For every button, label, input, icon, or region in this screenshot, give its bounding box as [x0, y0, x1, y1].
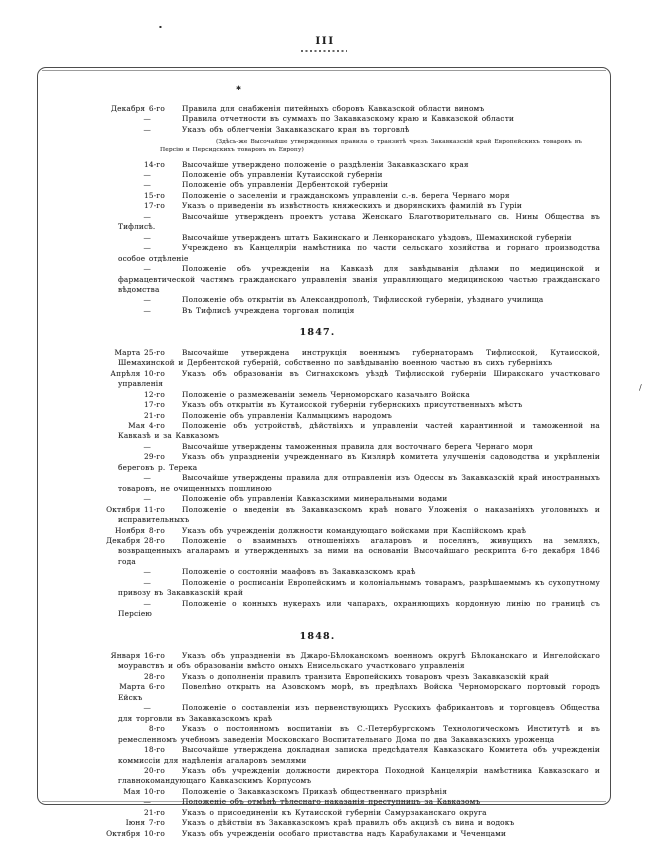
toc-entry: [89, 233, 600, 243]
entry-text: Указъ о дополненіи правилъ транзита Европейскихъ товаровъ чрезъ Закавказскій край: [182, 671, 550, 681]
entry-text: Правила отчетности въ суммахъ по Закавказскому краю и Кавказской области: [182, 114, 515, 124]
toc-entry: [89, 180, 600, 190]
entry-date: Іюня 7-го: [125, 818, 165, 828]
toc-entry: [89, 672, 600, 682]
entry-date: —: [143, 124, 151, 134]
ink-speck: ▪: [159, 24, 162, 29]
entry-text: Указъ объ упраздненіи учрежденнаго въ Кизлярѣ комитета улучшенія садоводства и укрѣпленіи береговъ р. Терека: [118, 452, 600, 472]
entry-text: Высочайше утверждены таможенныя правила для восточнаго берега Чернаго моря: [182, 441, 533, 451]
toc-entry: [89, 578, 600, 599]
entry-text: Повелѣно открыть на Азовскомъ морѣ, въ предѣлахъ Войска Черноморскаго портовый городъ Ейскъ: [118, 682, 600, 702]
entry-date: 28-го: [144, 671, 165, 681]
toc-entry: [89, 369, 600, 390]
toc-entry: [89, 473, 600, 494]
toc-entry: [89, 243, 600, 264]
entry-text: Положеніе о взаимныхъ отношеніяхъ агаларовъ и поселянъ, живущихъ на земляхъ, возвращенныхъ агаларамъ и утвержденныхъ за ними на основаніи Высочайшаго рескрипта 6-го декабря 1846 года: [118, 535, 600, 566]
entry-date: —: [143, 567, 151, 577]
entry-text: Указъ о постоянномъ воспитаніи въ С.-Петербургскомъ Технологическомъ Институтѣ и въ ремесленномъ учебномъ заведеніи Московскаго Воспитательнаго Дома по два Закавказскихъ уроженца: [118, 724, 600, 744]
entry-date: —: [143, 114, 151, 124]
entry-text: Положеніе объ управленіи Кутаисской губерніи: [182, 170, 383, 179]
entry-date: 12-го: [144, 389, 165, 399]
toc-entry: [89, 494, 600, 504]
entry-text: Указъ объ открытіи въ Кутаисской губерніи губернскихъ присутственныхъ мѣстъ: [182, 400, 523, 410]
entry-date: —: [143, 441, 151, 451]
entry-text: Указъ объ упраздненіи въ Джаро-Бѣлоканскомъ военномъ округѣ Бѣлоканскаго и Ингелойскаго моуравствъ и объ образованіи вмѣсто оныхъ Енисельскаго участковаго управленія: [118, 651, 600, 671]
toc-entry: [89, 442, 600, 452]
toc-entry: [89, 452, 600, 473]
entry-date: Марта 6-го: [119, 682, 165, 692]
entry-date: —: [143, 577, 151, 587]
toc-entry: [89, 295, 600, 305]
entry-date: Декабря 28-го: [106, 535, 165, 545]
toc-entry: [89, 536, 600, 567]
entry-text: Положеніе о размежеваніи земель Черноморскаго казачьяго Войска: [182, 389, 470, 399]
entry-date: Октября 11-го: [106, 504, 165, 514]
entry-text: Положеніе объ управленіи Дербентской губерніи: [182, 180, 389, 190]
entry-date: 15-го: [144, 190, 165, 200]
entry-date: 17-го: [144, 400, 165, 410]
entry-date: 21-го: [144, 410, 165, 420]
entry-text: Положеніе о заселеніи и гражданскомъ управленіи с.-в. берега Чернаго моря: [182, 190, 510, 200]
toc-entry: [89, 170, 600, 180]
entry-text: Положеніе объ устройствѣ, дѣйствіяхъ и управленіи частей карантинной и таможенной на Кавказѣ и за Кавказомъ: [118, 420, 600, 441]
toc-entry: [89, 201, 600, 211]
entry-date: —: [143, 232, 151, 242]
entry-date: Октября 10-го: [106, 828, 165, 838]
toc-entry: [89, 703, 600, 724]
entry-text: Высочайше утверждена инструкція военнымъ губернаторамъ Тифлисской, Кутаисской, Шемахинской и Дербентской губерній, собственно по завѣдыванію военною частью въ сихъ губерніяхъ: [118, 347, 600, 368]
entry-text: Высочайше утверждена докладная записка предсѣдателя Кавказскаго Комитета объ учрежденіи коммиссіи для надѣленія агаларовъ землями: [118, 745, 600, 765]
entry-date: —: [143, 598, 151, 608]
entry-date: 17-го: [144, 201, 165, 211]
entry-text: Указъ о дѣйствіи въ Закавказскомъ краѣ правилъ объ акцизѣ съ вина и водокъ: [182, 818, 515, 828]
toc-entry: [89, 797, 600, 807]
toc-entry: [89, 682, 600, 703]
transit-note: (Здѣсь-же Высочайше утвержденныя правила о транзитѣ чрезъ Закавказскій край Европейскихъ товаровъ въ Персію и Персидскихъ товаровъ въ Европу): [160, 139, 582, 154]
toc-entry: [89, 306, 600, 316]
toc-entry: [89, 411, 600, 421]
toc-entry: [89, 114, 600, 124]
entry-text: Высочайше утвержденъ штатъ Бакинскаго и Ленкоранскаго уѣздовъ, Шемахинской губерніи: [182, 232, 572, 242]
toc-entry: [89, 191, 600, 201]
toc-entry: [89, 787, 600, 797]
entry-text: Высочайше утверждены правила для отправленія изъ Одессы въ Закавказскій край иностранныхъ товаровъ, не очищенныхъ пошлиною: [118, 473, 600, 493]
entry-date: Ноября 8-го: [114, 525, 165, 535]
page-border-inner-line-top: [42, 70, 606, 71]
entry-text: Положеніе о конныхъ нукерахъ или чапарахъ, охраняющихъ кордонную линію по границѣ съ Персіею: [118, 598, 600, 619]
entry-text: Положеніе о росписаніи Европейскимъ и колоніальнымъ товарамъ, разрѣшаемымъ къ сухопутному привозу въ Закавказскій край: [118, 577, 600, 598]
toc-entry: [89, 745, 600, 766]
toc-entry: [89, 348, 600, 369]
pencil-tick: ∕: [639, 383, 642, 392]
toc-entry: [89, 104, 600, 114]
entry-text: Указъ объ учрежденіи должности командующаго войсками при Каспійскомъ краѣ: [182, 525, 527, 535]
entry-text: Правила для снабженія питейныхъ сборовъ Кавказской области виномъ: [182, 104, 485, 113]
entry-text: Указъ объ образованіи въ Сигнахскомъ уѣздѣ Тифлисской губерніи Ширакскаго участковаго управленія: [118, 368, 600, 389]
entry-text: Положеніе о введеніи въ Закавказскомъ краѣ новаго Уложенія о наказаніяхъ уголовныхъ и исправительныхъ: [118, 504, 600, 525]
year-heading: 1847.: [299, 327, 336, 339]
toc-entry: [89, 212, 600, 233]
entry-text: Положеніе объ отмѣнѣ тѣлеснаго наказанія преступницъ за Кавказомъ: [182, 797, 481, 807]
entry-date: —: [143, 295, 151, 305]
toc-entry: [89, 421, 600, 442]
entry-text: Указъ объ учрежденіи особаго приставства надъ Карабулаками и Чеченцами: [182, 828, 507, 838]
entry-text: Указъ объ учрежденіи должности директора Походной Канцеляріи намѣстника Кавказскаго и главнокомандующаго Кавказскимъ Корпусомъ: [118, 766, 600, 786]
entry-text: Положеніе о Закавказскомъ Приказѣ общественнаго призрѣнія: [182, 786, 448, 796]
toc-entry: [89, 599, 600, 620]
entry-date: —: [143, 473, 151, 483]
entry-text: Учреждено въ Канцеляріи намѣстника по части сельскаго хозяйства и горнаго производства особое отдѣленіе: [118, 243, 600, 263]
toc-entry: [89, 264, 600, 295]
entry-date: Мая 10-го: [123, 786, 165, 796]
entry-date: —: [143, 211, 151, 221]
page-number-underline: [301, 50, 347, 52]
toc-entry: [89, 808, 600, 818]
entry-date: —: [143, 305, 151, 315]
year-heading: 1848.: [299, 630, 336, 642]
entry-date: Марта 25-го: [114, 347, 165, 357]
toc-entry: [89, 160, 600, 170]
toc-entry: [89, 829, 600, 839]
entry-date: 14-го: [144, 159, 165, 169]
ink-asterisk: ✱: [236, 85, 242, 92]
entry-date: —: [143, 243, 151, 253]
entry-date: —: [143, 797, 151, 807]
entry-date: 18-го: [144, 745, 165, 755]
entry-date: —: [143, 180, 151, 190]
entry-date: Апрѣля 10-го: [110, 368, 165, 378]
entry-text: Положеніе о состояніи маафовъ въ Закавказскомъ краѣ: [182, 567, 416, 577]
toc-entry: [89, 390, 600, 400]
entry-date: 20-го: [144, 766, 165, 776]
entry-date: 29-го: [144, 452, 165, 462]
toc-entry: [89, 818, 600, 828]
entry-text: Высочайше утверждено положеніе о раздѣленіи Закавказскаго края: [182, 159, 469, 169]
entry-date: —: [143, 494, 151, 504]
entry-text: Положеніе объ учрежденіи на Кавказѣ для завѣдыванія дѣлами по медицинской и фармацевтической частямъ гражданскаго управленія званія управляющаго медицинскою частью гражданскаго вѣдомства: [118, 264, 600, 294]
entry-text: Положеніе объ управленіи Калмыцкимъ народомъ: [182, 410, 392, 420]
entry-date: 8-го: [148, 724, 165, 734]
entry-text: Указъ о присоединеніи къ Кутаисской губерніи Самурзаканскаго округа: [182, 807, 487, 817]
toc-entry: [89, 567, 600, 577]
toc-entry: [89, 724, 600, 745]
toc-entry: [89, 125, 600, 135]
entry-date: Мая 4-го: [128, 420, 165, 430]
entry-text: Высочайше утвержденъ проектъ устава Женскаго Благотворительнаго св. Нины Общества въ Тифлисѣ.: [118, 211, 600, 232]
toc-entry: [89, 400, 600, 410]
toc-entry: [89, 766, 600, 787]
entry-date: —: [143, 264, 151, 274]
entry-date: Января 16-го: [110, 651, 165, 661]
toc-entry: [89, 505, 600, 526]
entry-date: —: [143, 170, 151, 179]
entry-text: Въ Тифлисѣ учреждена торговая полиція: [182, 305, 355, 315]
entry-text: Положеніе объ открытіи въ Александрополѣ, Тифлисской губерніи, уѣзднаго училища: [182, 295, 544, 305]
entry-date: —: [143, 703, 151, 713]
entry-date: 21-го: [144, 807, 165, 817]
toc: [89, 104, 600, 839]
entry-date: Декабря 6-го: [110, 104, 165, 113]
toc-entry: [89, 651, 600, 672]
entry-text: Положеніе о составленіи изъ первенствующихъ Русскихъ фабрикантовъ и торговцевъ Общества для торговли въ Закавказскомъ краѣ: [118, 703, 600, 723]
page-number: III: [315, 35, 335, 47]
toc-entry: [89, 526, 600, 536]
entry-text: Указъ о приведеніи въ извѣстность княжескихъ и дворянскихъ фамилій въ Гуріи: [182, 201, 522, 211]
entry-text: Положеніе объ управленіи Кавказскими минеральными водами: [182, 494, 448, 504]
entry-text: Указъ объ облегченіи Закавказскаго края въ торговлѣ: [182, 124, 410, 134]
